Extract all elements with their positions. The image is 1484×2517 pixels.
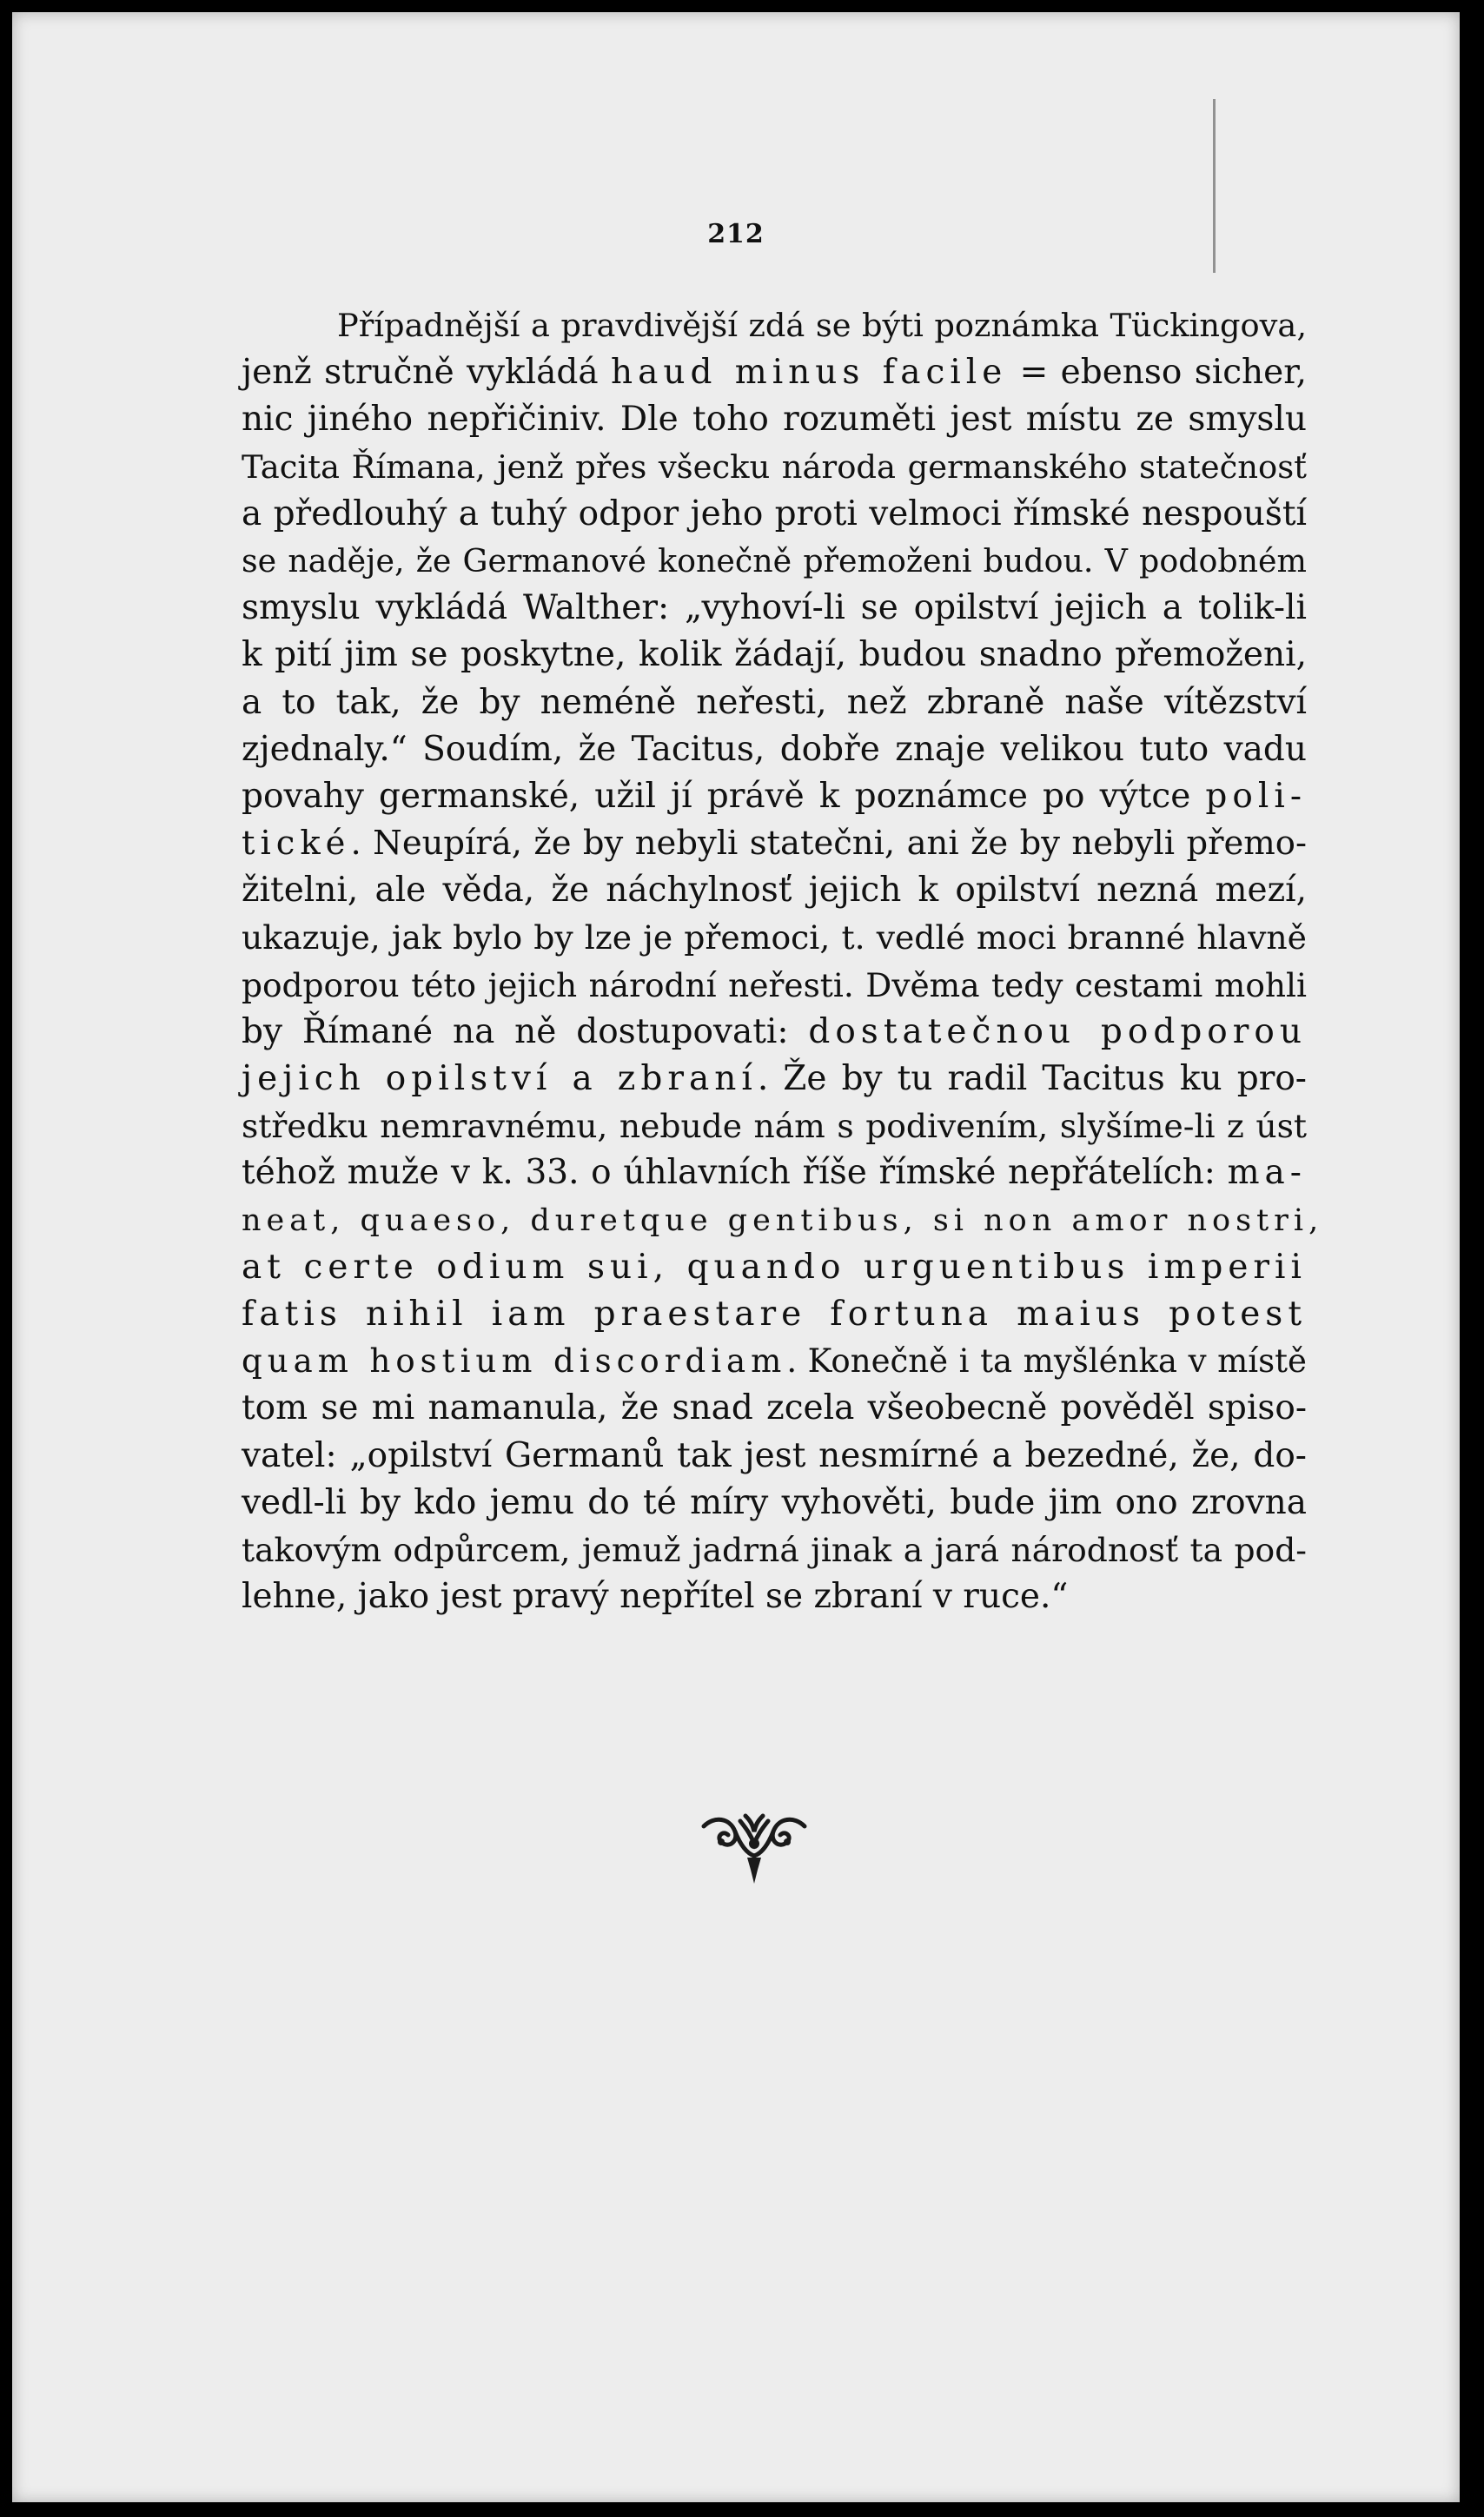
spaced-emphasis-text: at certe odium sui, quando urguentibus imperii <box>242 1247 1307 1287</box>
text-segment: žitelni, ale věda, že náchylnosť jejich k opilství nezná mezí, <box>242 871 1307 911</box>
text-segment: středku nemravnému, nebude nám s podivením, slyšíme-li z úst <box>242 1107 1307 1146</box>
text-line <box>242 585 1307 632</box>
fleuron-ornament-icon <box>697 1809 812 1889</box>
text-segment: vatel: „opilství Germanů tak jest nesmírné a bezedné, že, do- <box>242 1435 1307 1475</box>
text-segment: vedl-li by kdo jemu do té míry vyhověti, bude jim ono zrovna <box>242 1482 1307 1522</box>
spaced-emphasis-text: jejich opilství a zbraní <box>242 1059 758 1098</box>
text-segment: se naděje, že Germanové konečně přemoženi budou. V podobném <box>242 541 1307 580</box>
text-segment: ukazuje, jak bylo by lze je přemoci, t. vedlé moci branné hlavně <box>242 918 1307 957</box>
text-line <box>242 302 1307 349</box>
page-number: 212 <box>707 219 765 249</box>
text-line <box>242 820 1307 867</box>
text-line <box>242 444 1307 491</box>
text-line <box>242 1433 1307 1480</box>
text-line <box>242 914 1307 961</box>
book-page <box>12 12 1460 2502</box>
text-segment: téhož muže v k. 33. o úhlavních říše římské nepřátelích: <box>242 1153 1228 1193</box>
text-line <box>242 491 1307 538</box>
text-line <box>242 867 1307 914</box>
text-line <box>242 1573 1307 1620</box>
text-line <box>242 962 1307 1009</box>
text-segment: smyslu vykládá Walther: „vyhoví-li se opilství jejich a tolik-li <box>242 588 1307 628</box>
text-line <box>242 396 1307 443</box>
text-segment: a předlouhý a tuhý odpor jeho proti velmoci římské nespouští <box>242 493 1307 533</box>
text-line <box>242 632 1307 679</box>
text-segment: povahy germanské, užil jí právě k poznámce po výtce <box>242 776 1206 816</box>
spaced-emphasis-text: dostatečnou podporou <box>808 1011 1307 1051</box>
text-segment: k pití jim se poskytne, kolik žádají, budou snadno přemoženi, <box>242 635 1307 675</box>
text-segment: zjednaly.“ Soudím, že Tacitus, dobře znaje velikou tuto vadu <box>242 729 1307 769</box>
text-line <box>242 1291 1307 1338</box>
text-line <box>242 1056 1307 1103</box>
text-segment: takovým odpůrcem, jemuž jadrná jinak a jará národnosť ta pod- <box>242 1530 1307 1569</box>
text-line <box>242 1197 1324 1244</box>
text-line <box>242 726 1307 773</box>
text-line <box>242 1103 1307 1149</box>
text-line <box>242 679 1307 726</box>
text-segment: = ebenso sicher, <box>1007 353 1308 393</box>
text-line <box>242 1527 1307 1573</box>
text-segment: . Že by tu radil Tacitus ku pro- <box>757 1059 1307 1098</box>
spaced-emphasis-text: neat, quaeso, duretque gentibus, si non amor nostri, <box>242 1202 1324 1238</box>
text-line <box>242 1009 1307 1056</box>
text-line <box>242 1244 1307 1291</box>
text-segment: tom se mi namanula, že snad zcela všeobecně pověděl spiso- <box>242 1388 1307 1428</box>
text-segment: lehne, jako jest pravý nepřítel se zbraní v ruce.“ <box>242 1577 1069 1617</box>
text-line <box>242 1149 1307 1196</box>
text-segment: . Neupírá, že by nebyli statečni, ani že by nebyli přemo- <box>350 824 1307 864</box>
spaced-emphasis-text: ma- <box>1227 1153 1307 1193</box>
text-segment: Případnější a pravdivější zdá se býti poznámka Tückingova, <box>337 307 1307 344</box>
spaced-emphasis-text: fatis nihil iam praestare fortuna maius potest <box>242 1294 1307 1334</box>
text-segment: podporou této jejich národní neřesti. Dvěma tedy cestami mohli <box>242 965 1307 1004</box>
text-line <box>242 538 1307 585</box>
text-segment: jenž stručně vykládá <box>242 353 611 393</box>
text-line <box>242 1385 1307 1432</box>
text-line <box>242 1338 1307 1385</box>
text-line <box>242 349 1307 396</box>
text-line <box>242 773 1307 820</box>
text-segment: nic jiného nepřičiniv. Dle toho rozuměti jest místu ze smyslu <box>242 400 1307 440</box>
text-segment: . Konečně i ta myšlénka v místě <box>786 1342 1307 1381</box>
spaced-emphasis-text: poli- <box>1205 776 1307 816</box>
text-line <box>242 1480 1307 1527</box>
text-segment: Tacita Římana, jenž přes všecku národa germanského statečnosť <box>242 447 1307 486</box>
spaced-emphasis-text: quam hostium discordiam <box>242 1342 787 1381</box>
text-segment: a to tak, že by neméně neřesti, než zbraně naše vítězství <box>242 682 1307 722</box>
spaced-emphasis-text: haud minus facile <box>610 353 1008 393</box>
spaced-emphasis-text: tické <box>242 824 351 864</box>
body-text <box>242 302 1324 1620</box>
text-segment: by Římané na ně dostupovati: <box>242 1011 809 1051</box>
